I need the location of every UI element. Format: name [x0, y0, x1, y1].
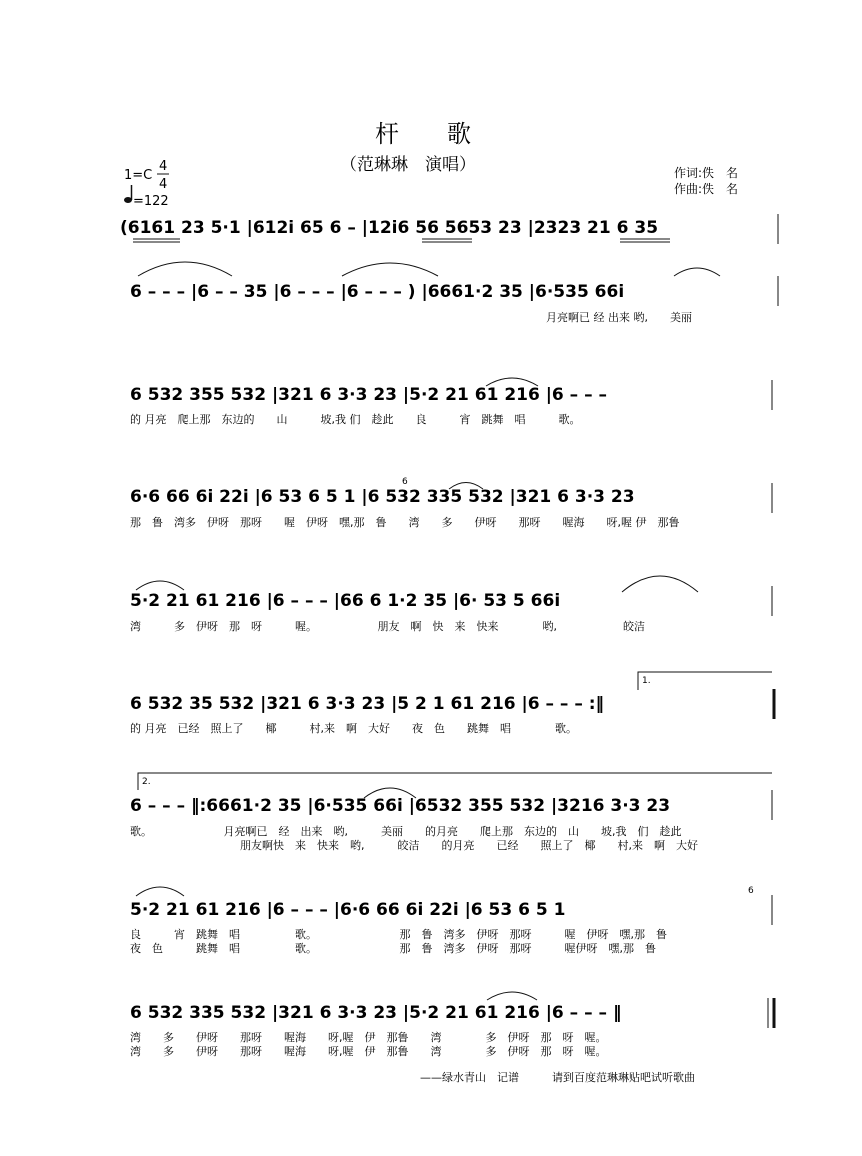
song-title: 杆 歌	[375, 120, 471, 148]
lyric-line-6: 的 月亮 已经 照上了 椰 村,来 啊 大好 夜 色 跳舞 唱 歌。	[130, 722, 577, 735]
notation-line-8: 5·2 21 61 216 |6 – – – |6·6 66 6i 22i |6 53 6 5 1	[130, 900, 566, 920]
lyric-line-9b: 湾 多 伊呀 那呀 喔海 呀,喔 伊 那鲁 湾 多 伊呀 那 呀 喔。	[130, 1045, 607, 1058]
tempo-marking: =122	[133, 194, 169, 209]
score-line-4	[130, 477, 772, 529]
grace-note-6-line8: 6	[748, 886, 754, 896]
score-line-3	[130, 378, 772, 426]
footer-recorder: ——绿水青山 记谱	[420, 1071, 519, 1084]
time-signature-bottom: 4	[159, 177, 168, 192]
lyric-line-5: 湾 多 伊呀 那 呀 喔。 朋友 啊 快 来 快来 哟, 皎洁	[130, 620, 645, 633]
volta-first-label: 1.	[642, 676, 651, 686]
grace-note-6: 6	[402, 477, 408, 487]
volta-bracket-first	[638, 672, 772, 690]
notation-line-7: 6 – – – ‖:6661·2 35 |6·535 66i |6532 355 532 |3216 3·3 23	[130, 796, 671, 816]
lyric-line-2: 月亮啊已 经 出来 哟, 美丽	[546, 311, 692, 324]
score-line-2	[130, 262, 778, 324]
lyric-line-8b: 夜 色 跳舞 唱 歌。 那 鲁 湾多 伊呀 那呀 喔伊呀 嘿,那 鲁	[130, 942, 656, 955]
lyric-line-9a: 湾 多 伊呀 那呀 喔海 呀,喔 伊 那鲁 湾 多 伊呀 那 呀 喔。	[130, 1031, 607, 1044]
lyricist-credit: 作词:佚 名	[674, 166, 739, 180]
lyric-line-8a: 良 宵 跳舞 唱 歌。 那 鲁 湾多 伊呀 那呀 喔 伊呀 嘿,那 鲁	[130, 928, 667, 941]
score-line-8	[130, 886, 772, 955]
notation-line-6: 6 532 35 532 |321 6 3·3 23 |5 2 1 61 216 |6 – – – :‖	[130, 694, 605, 714]
volta-second-label: 2.	[142, 777, 151, 787]
lyric-line-7a: 歌。 月亮啊已 经 出来 哟, 美丽 的月亮 爬上那 东边的 山 坡,我 们 趁此	[130, 825, 682, 838]
quarter-note-icon	[124, 185, 132, 203]
notation-line-5: 5·2 21 61 216 |6 – – – |66 6 1·2 35 |6· 53 5 66i	[130, 591, 561, 611]
lyric-line-3: 的 月亮 爬上那 东边的 山 坡,我 们 趁此 良 宵 跳舞 唱 歌。	[130, 413, 581, 426]
volta-bracket-second	[138, 773, 772, 790]
lyric-line-4: 那 鲁 湾多 伊呀 那呀 喔 伊呀 嘿,那 鲁 湾 多 伊呀 那呀 喔海 呀,喔 伊 那鲁	[130, 516, 680, 529]
singer-credit: （范琳琳 演唱）	[340, 155, 476, 175]
time-signature-top: 4	[159, 159, 168, 174]
score-line-7	[130, 773, 772, 852]
footer-note: 请到百度范琳琳贴吧试听歌曲	[552, 1071, 695, 1084]
notation-line-1: (6161 23 5·1 |612i 65 6 – |12i6 56 5653 23 |2323 21 6 35	[120, 218, 659, 238]
notation-line-2: 6 – – – |6 – – 35 |6 – – – |6 – – – ) |6661·2 35 |6·535 66i	[130, 282, 625, 302]
notation-line-4: 6·6 66 6i 22i |6 53 6 5 1 |6 532 335 532 |321 6 3·3 23	[130, 487, 635, 507]
lyric-line-7b: 朋友啊快 来 快来 哟, 皎洁 的月亮 已经 照上了 椰 村,来 啊 大好	[240, 839, 698, 852]
composer-credit: 作曲:佚 名	[674, 182, 739, 196]
score-line-1	[120, 214, 778, 244]
notation-line-3: 6 532 355 532 |321 6 3·3 23 |5·2 21 61 216 |6 – – –	[130, 385, 608, 405]
score-line-6	[130, 672, 774, 735]
key-signature: 1=C	[124, 168, 153, 183]
notation-line-9: 6 532 335 532 |321 6 3·3 23 |5·2 21 61 216 |6 – – – ‖	[130, 1003, 622, 1023]
score-line-9	[130, 992, 774, 1058]
score-line-5	[130, 576, 772, 633]
